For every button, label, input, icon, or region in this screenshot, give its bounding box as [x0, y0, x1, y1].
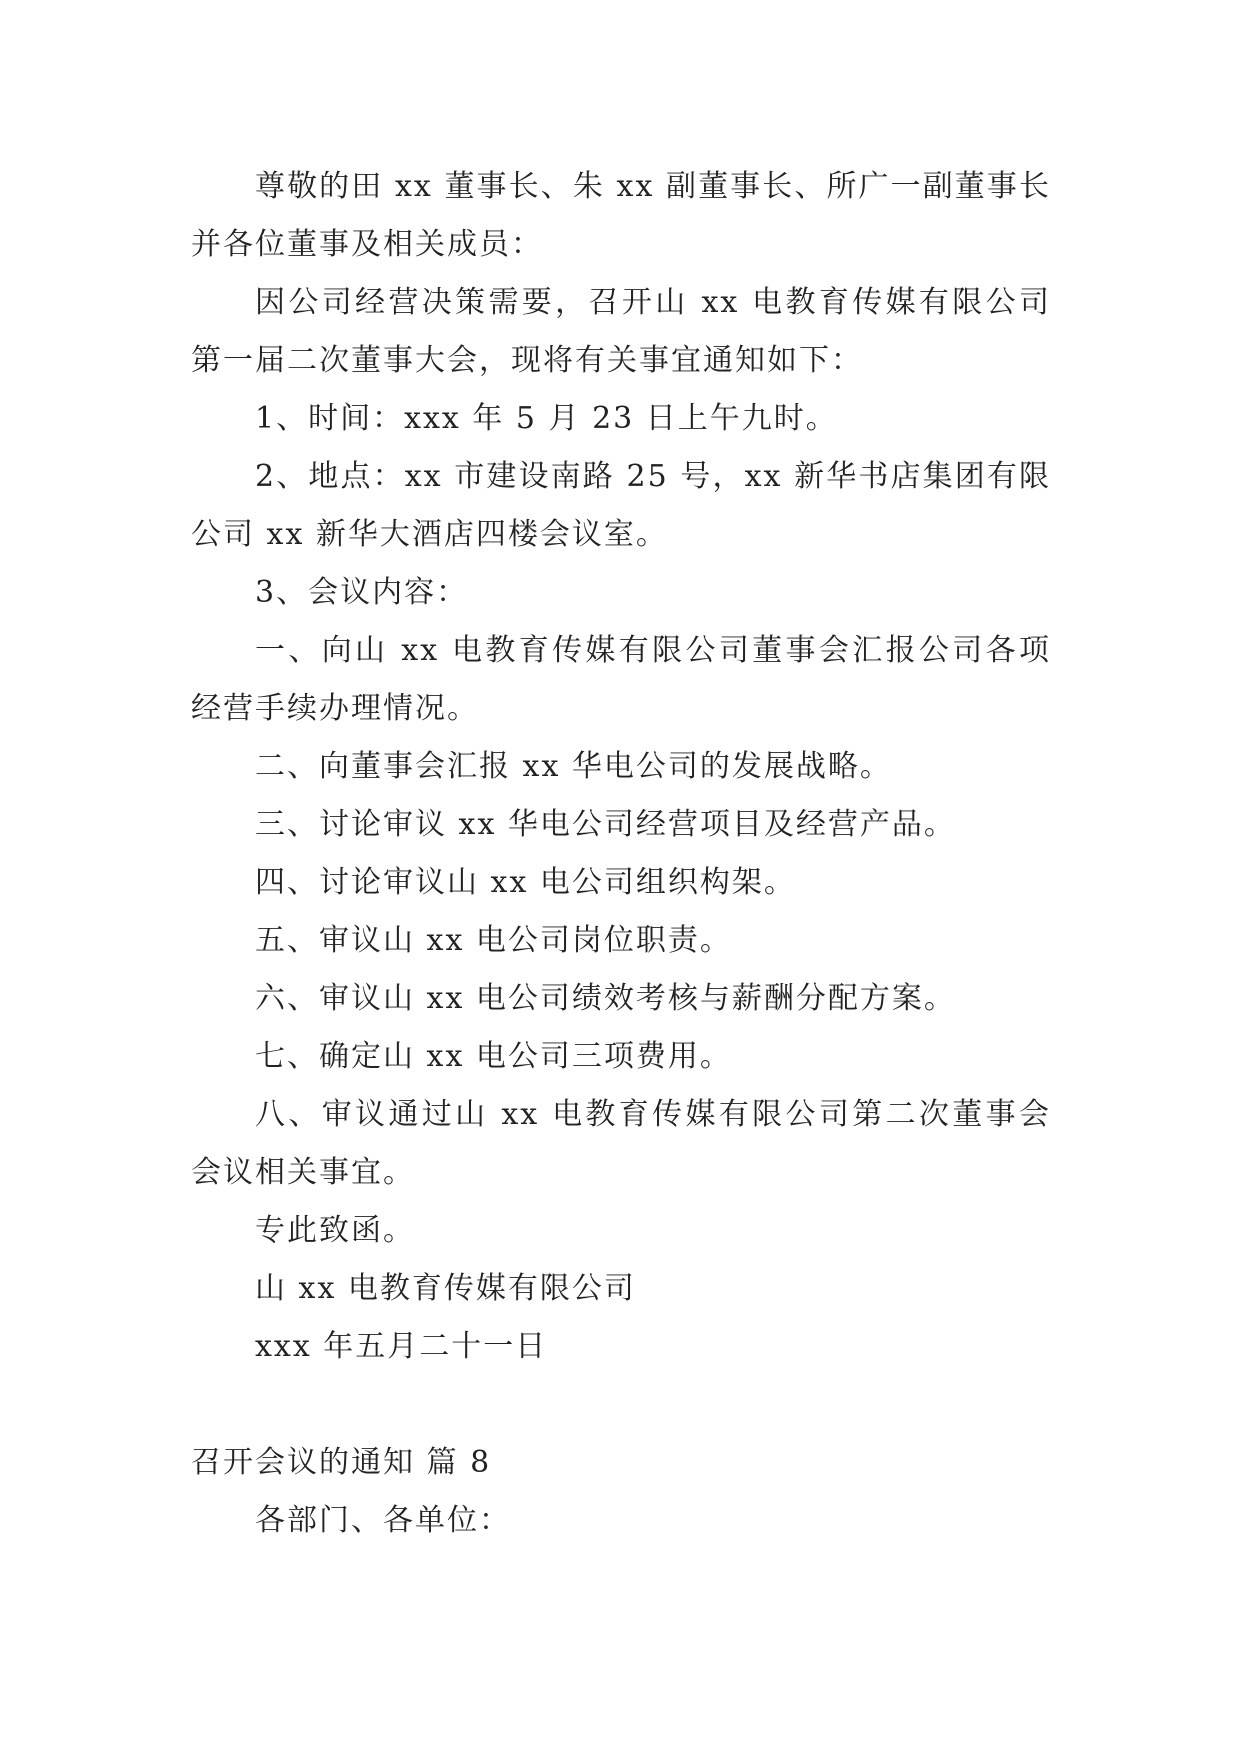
- section2-salutation: 各部门、各单位：: [255, 1503, 511, 1538]
- section-gap: [191, 1376, 1051, 1434]
- closing-remark: 专此致函。: [255, 1213, 415, 1248]
- agenda-item-6: 六、审议山 xx 电公司绩效考核与薪酬分配方案。: [255, 981, 956, 1016]
- section-heading: 召开会议的通知 篇 8: [191, 1445, 492, 1480]
- document-body: [191, 158, 1051, 1550]
- paragraph-agenda-heading: 3、会议内容：: [255, 575, 469, 610]
- signature-date: xxx 年五月二十一日: [255, 1329, 548, 1364]
- agenda-item-3: 三、讨论审议 xx 华电公司经营项目及经营产品。: [255, 807, 956, 842]
- paragraph-intro: 因公司经营决策需要，召开山 xx 电教育传媒有限公司第一届二次董事大会，现将有关事宜通知如下：: [191, 285, 1051, 378]
- agenda-item-1: 一、向山 xx 电教育传媒有限公司董事会汇报公司各项经营手续办理情况。: [191, 633, 1051, 726]
- salutation: 尊敬的田 xx 董事长、朱 xx 副董事长、所广一副董事长并各位董事及相关成员：: [191, 169, 1051, 262]
- agenda-item-7: 七、确定山 xx 电公司三项费用。: [255, 1039, 732, 1074]
- paragraph-time: 1、时间：xxx 年 5 月 23 日上午九时。: [255, 401, 838, 436]
- agenda-item-4: 四、讨论审议山 xx 电公司组织构架。: [255, 865, 796, 900]
- signature-company: 山 xx 电教育传媒有限公司: [255, 1271, 636, 1306]
- agenda-item-2: 二、向董事会汇报 xx 华电公司的发展战略。: [255, 749, 892, 784]
- agenda-item-5: 五、审议山 xx 电公司岗位职责。: [255, 923, 732, 958]
- agenda-item-8: 八、审议通过山 xx 电教育传媒有限公司第二次董事会会议相关事宜。: [191, 1097, 1051, 1190]
- paragraph-location: 2、地点：xx 市建设南路 25 号，xx 新华书店集团有限公司 xx 新华大酒店四楼会议室。: [191, 459, 1051, 552]
